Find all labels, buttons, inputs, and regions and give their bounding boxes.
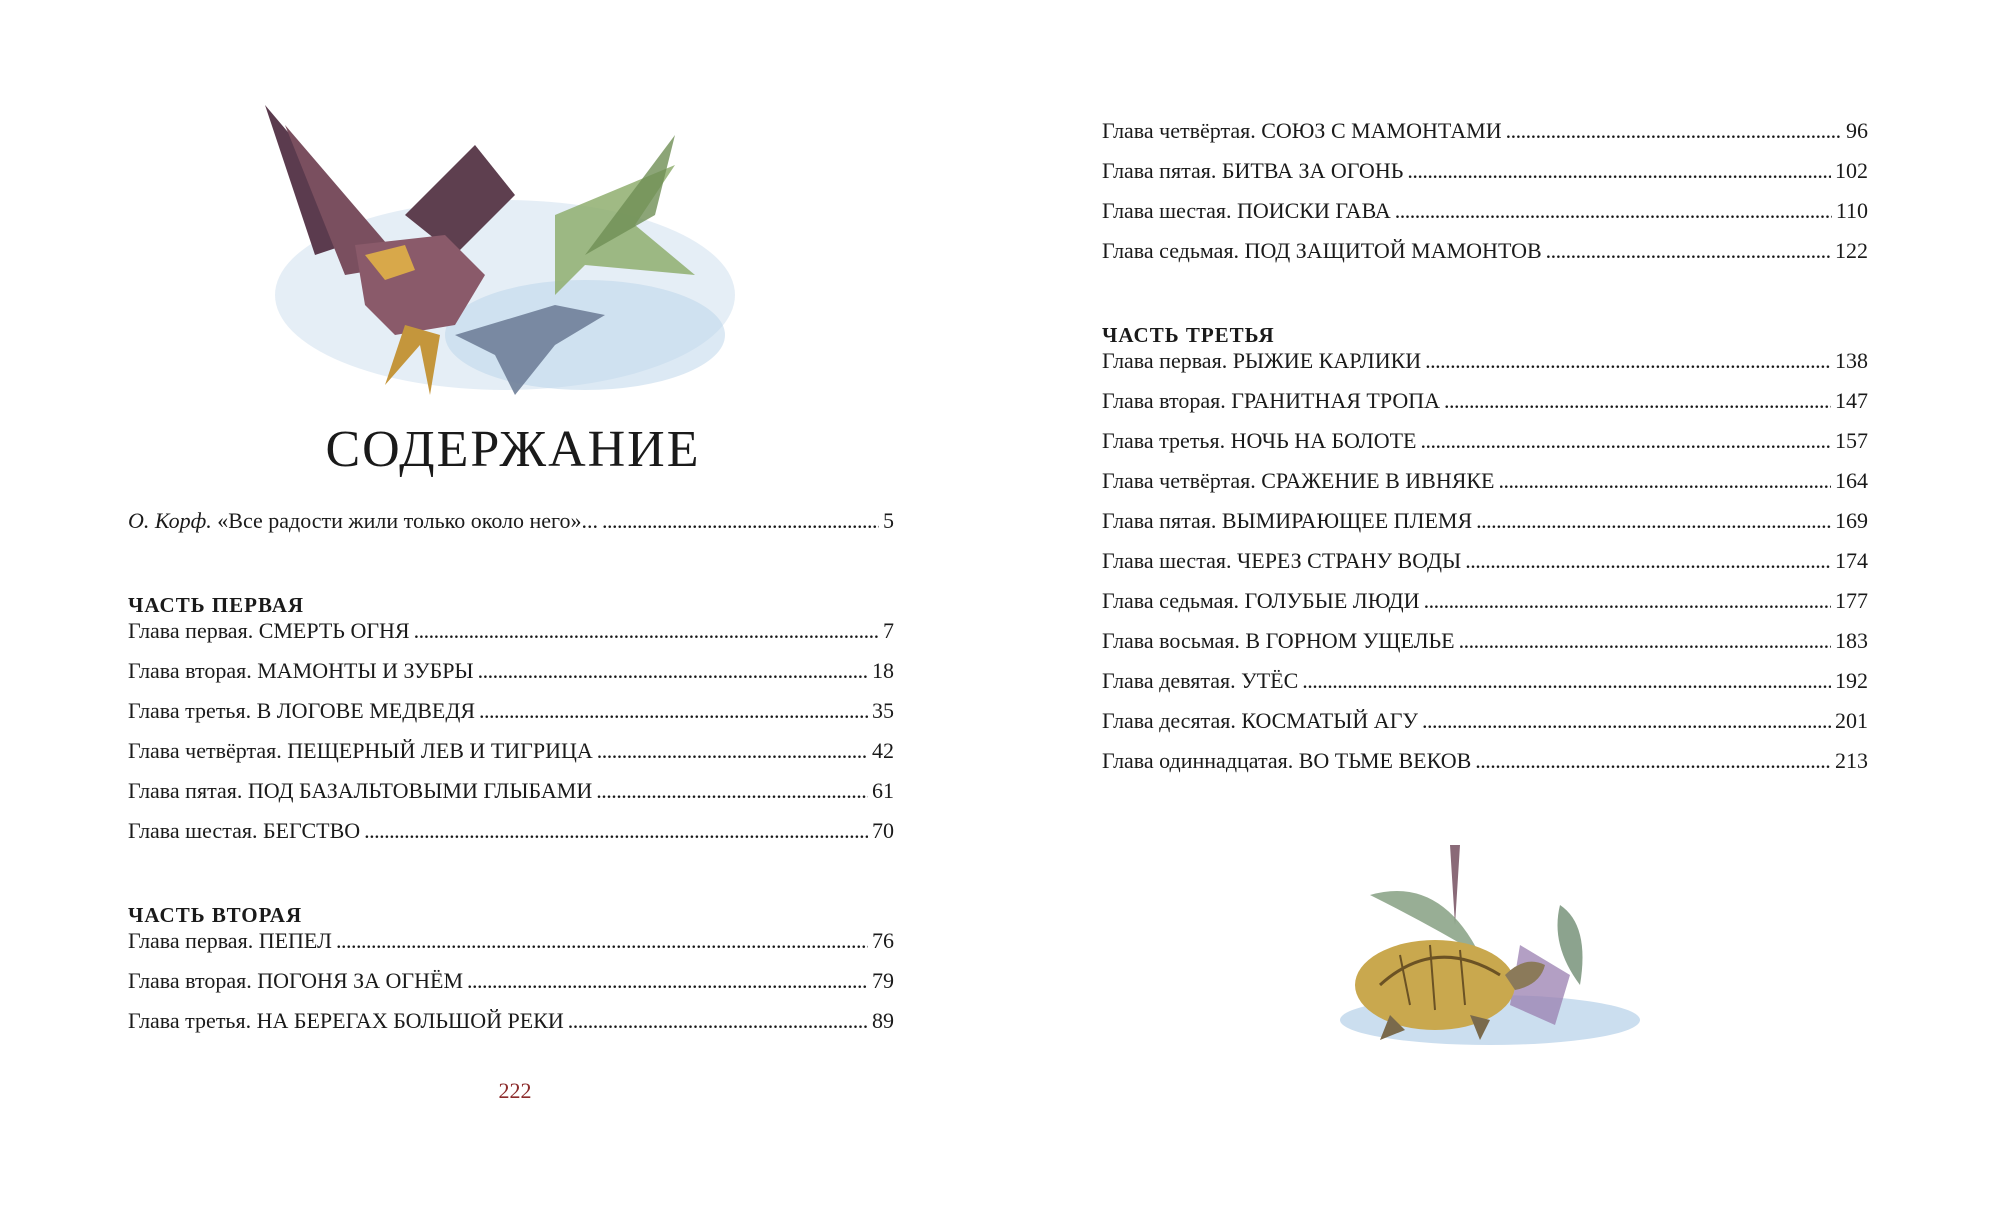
chapter-title: Глава четвёртая. СОЮЗ С МАМОНТАМИ: [1102, 118, 1502, 143]
leader-dots: [1420, 428, 1831, 454]
chapter-title: Глава шестая. ЧЕРЕЗ СТРАНУ ВОДЫ: [1102, 548, 1462, 573]
leader-dots: [1422, 708, 1831, 734]
leader-dots: [596, 778, 868, 804]
chapter-title: Глава десятая. КОСМАТЫЙ АГУ: [1102, 708, 1418, 733]
chapter-page: 164: [1835, 468, 1868, 493]
leader-dots: [364, 818, 868, 844]
toc-entry[interactable]: [1102, 158, 1868, 198]
part-two-heading: ЧАСТЬ ВТОРАЯ: [128, 903, 303, 927]
chapter-title: Глава восьмая. В ГОРНОМ УЩЕЛЬЕ: [1102, 628, 1455, 653]
leader-dots: [602, 508, 879, 534]
leader-dots: [1546, 238, 1831, 264]
chapter-page: 213: [1835, 748, 1868, 773]
leader-dots: [1506, 118, 1842, 144]
leader-dots: [1424, 588, 1831, 614]
toc-entry[interactable]: [1102, 548, 1868, 588]
part-one-heading: ЧАСТЬ ПЕРВАЯ: [128, 593, 305, 617]
chapter-title: Глава первая. РЫЖИЕ КАРЛИКИ: [1102, 348, 1422, 373]
chapter-page: 138: [1835, 348, 1868, 373]
chapter-page: 61: [872, 778, 894, 803]
chapter-title: Глава девятая. УТЁС: [1102, 668, 1299, 693]
toc-entry[interactable]: [128, 658, 894, 698]
leader-dots: [568, 1008, 868, 1034]
toc-entry[interactable]: [1102, 198, 1868, 238]
chapter-page: 42: [872, 738, 894, 763]
toc-entry[interactable]: [128, 1008, 894, 1048]
chapter-title: Глава седьмая. ПОД ЗАЩИТОЙ МАМОНТОВ: [1102, 238, 1542, 263]
toc-entry[interactable]: [128, 738, 894, 778]
toc-right: [1102, 118, 1868, 788]
toc-entry[interactable]: [1102, 508, 1868, 548]
chapter-title: Глава четвёртая. СРАЖЕНИЕ В ИВНЯКЕ: [1102, 468, 1495, 493]
leader-dots: [1302, 668, 1831, 694]
chapter-title: Глава пятая. ПОД БАЗАЛЬТОВЫМИ ГЛЫБАМИ: [128, 778, 593, 803]
part-three-heading: ЧАСТЬ ТРЕТЬЯ: [1102, 323, 1275, 347]
chapter-page: 169: [1835, 508, 1868, 533]
leader-dots: [1425, 348, 1831, 374]
toc-entry[interactable]: [1102, 118, 1868, 158]
chapter-page: 89: [872, 1008, 894, 1033]
chapter-page: 157: [1835, 428, 1868, 453]
toc-entry[interactable]: [128, 928, 894, 968]
leader-dots: [467, 968, 868, 994]
chapter-page: 7: [883, 618, 894, 643]
leader-dots: [478, 658, 868, 684]
leader-dots: [1499, 468, 1832, 494]
chapter-page: 122: [1835, 238, 1868, 263]
leader-dots: [1476, 508, 1831, 534]
leader-dots: [414, 618, 879, 644]
chapter-page: 110: [1835, 198, 1868, 223]
intro-entry[interactable]: [128, 508, 894, 548]
toc-entry[interactable]: [1102, 388, 1868, 428]
leader-dots: [1444, 388, 1831, 414]
chapter-title: Глава третья. НОЧЬ НА БОЛОТЕ: [1102, 428, 1417, 453]
chapter-title: Глава пятая. БИТВА ЗА ОГОНЬ: [1102, 158, 1404, 183]
leader-dots: [1395, 198, 1832, 224]
chapter-title: Глава шестая. ПОИСКИ ГАВА: [1102, 198, 1391, 223]
chapter-title: Глава вторая. МАМОНТЫ И ЗУБРЫ: [128, 658, 474, 683]
chapter-page: 70: [872, 818, 894, 843]
leader-dots: [1475, 748, 1831, 774]
chapter-title: Глава седьмая. ГОЛУБЫЕ ЛЮДИ: [1102, 588, 1420, 613]
chapter-page: 18: [872, 658, 894, 683]
chapter-title: Глава пятая. ВЫМИРАЮЩЕЕ ПЛЕМЯ: [1102, 508, 1473, 533]
toc-entry[interactable]: [1102, 588, 1868, 628]
turtle-illustration: [1330, 835, 1660, 1065]
chapter-page: 183: [1835, 628, 1868, 653]
toc-entry[interactable]: [128, 968, 894, 1008]
chapter-title: Глава первая. ПЕПЕЛ: [128, 928, 332, 953]
intro-text: «Все радости жили только около него»...: [217, 508, 599, 533]
intro-author: О. Корф.: [128, 508, 212, 533]
toc-entry[interactable]: [128, 778, 894, 818]
toc-entry[interactable]: [1102, 238, 1868, 278]
chapter-page: 102: [1835, 158, 1868, 183]
chapter-page: 96: [1846, 118, 1868, 143]
chapter-title: Глава вторая. ПОГОНЯ ЗА ОГНЁМ: [128, 968, 464, 993]
toc-left: [128, 508, 894, 1048]
chapter-page: 79: [872, 968, 894, 993]
leader-dots: [597, 738, 868, 764]
chapter-title: Глава одиннадцатая. ВО ТЬМЕ ВЕКОВ: [1102, 748, 1472, 773]
toc-entry[interactable]: [128, 698, 894, 738]
toc-entry[interactable]: [1102, 348, 1868, 388]
toc-entry[interactable]: [1102, 668, 1868, 708]
leader-dots: [1459, 628, 1831, 654]
chapter-title: Глава третья. В ЛОГОВЕ МЕДВЕДЯ: [128, 698, 476, 723]
birds-illustration: [255, 105, 795, 405]
chapter-page: 201: [1835, 708, 1868, 733]
page-number: 222: [498, 1078, 532, 1103]
chapter-page: 35: [872, 698, 894, 723]
chapter-page: 147: [1835, 388, 1868, 413]
chapter-title: Глава третья. НА БЕРЕГАХ БОЛЬШОЙ РЕКИ: [128, 1008, 564, 1033]
chapter-page: 76: [872, 928, 894, 953]
toc-entry[interactable]: [128, 618, 894, 658]
chapter-title: Глава первая. СМЕРТЬ ОГНЯ: [128, 618, 410, 643]
toc-entry[interactable]: [1102, 708, 1868, 748]
chapter-title: Глава четвёртая. ПЕЩЕРНЫЙ ЛЕВ И ТИГРИЦА: [128, 738, 593, 763]
leader-dots: [336, 928, 868, 954]
toc-entry[interactable]: [1102, 428, 1868, 468]
leader-dots: [1407, 158, 1831, 184]
chapter-title: Глава шестая. БЕГСТВО: [128, 818, 361, 843]
intro-page: 5: [883, 508, 894, 533]
right-page: [1000, 0, 2000, 1205]
chapter-title: Глава вторая. ГРАНИТНАЯ ТРОПА: [1102, 388, 1441, 413]
toc-entry[interactable]: [128, 818, 894, 858]
leader-dots: [1465, 548, 1831, 574]
toc-entry[interactable]: [1102, 468, 1868, 508]
chapter-page: 192: [1835, 668, 1868, 693]
toc-title: СОДЕРЖАНИЕ: [325, 421, 701, 478]
toc-entry[interactable]: [1102, 628, 1868, 668]
chapter-page: 177: [1835, 588, 1868, 613]
toc-entry[interactable]: [1102, 748, 1868, 788]
chapter-page: 174: [1835, 548, 1868, 573]
leader-dots: [479, 698, 868, 724]
